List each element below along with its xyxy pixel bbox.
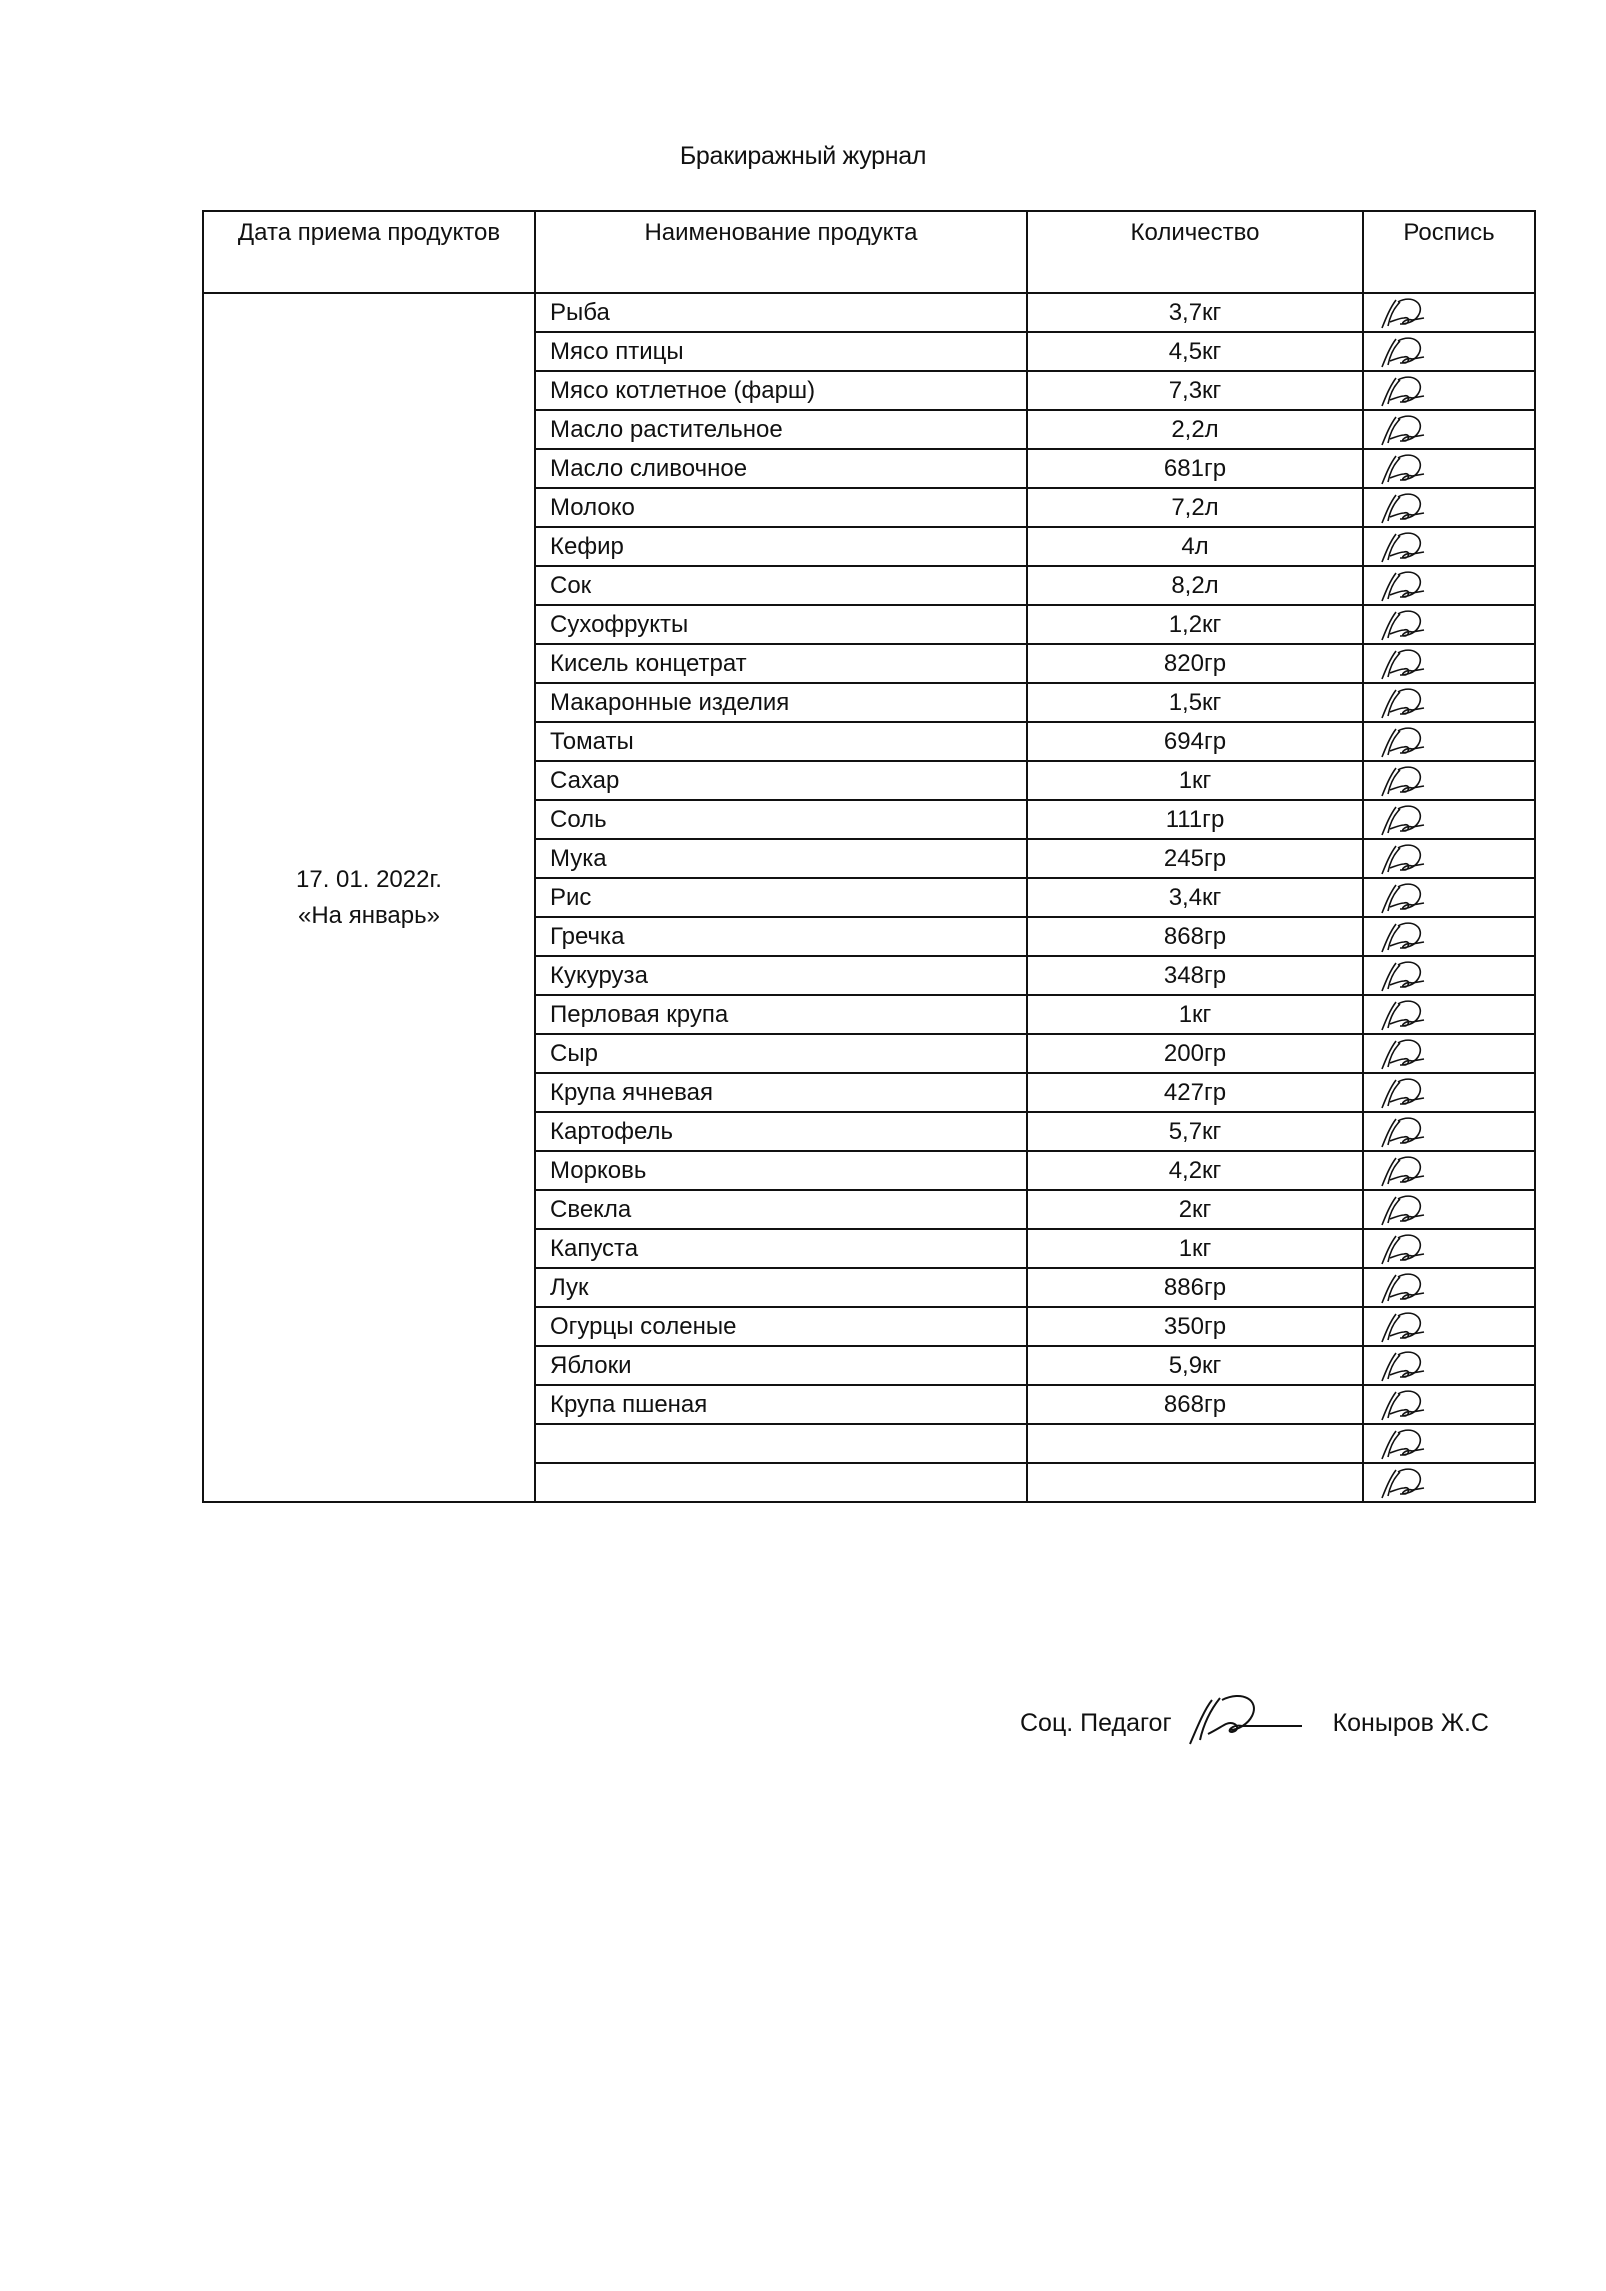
product-quantity: 4,5кг [1027,332,1363,371]
product-quantity: 868гр [1027,1385,1363,1424]
header-quantity: Количество [1027,211,1363,293]
product-name: Перловая крупа [535,995,1027,1034]
product-quantity: 348гр [1027,956,1363,995]
handwritten-signature-icon [1376,452,1534,486]
product-quantity: 2,2л [1027,410,1363,449]
product-name: Морковь [535,1151,1027,1190]
signature-cell [1363,1190,1535,1229]
product-name: Сахар [535,761,1027,800]
signature-cell [1363,1151,1535,1190]
product-quantity: 3,4кг [1027,878,1363,917]
handwritten-signature-icon [1376,569,1534,603]
product-quantity: 4,2кг [1027,1151,1363,1190]
product-quantity: 868гр [1027,917,1363,956]
handwritten-signature-icon [1376,1349,1534,1383]
handwritten-signature-icon [1376,959,1534,993]
product-name: Сок [535,566,1027,605]
document-title: Бракиражный журнал [679,142,927,170]
product-name: Лук [535,1268,1027,1307]
product-quantity: 1кг [1027,995,1363,1034]
product-quantity: 1,5кг [1027,683,1363,722]
product-quantity: 820гр [1027,644,1363,683]
handwritten-signature-icon [1376,998,1534,1032]
handwritten-signature-icon [1376,1076,1534,1110]
product-name: Макаронные изделия [535,683,1027,722]
product-quantity [1027,1424,1363,1463]
signature-cell [1363,722,1535,761]
product-name: Сыр [535,1034,1027,1073]
handwritten-signature-icon [1376,920,1534,954]
handwritten-signature-icon [1376,1427,1534,1461]
product-quantity: 1кг [1027,761,1363,800]
signature-cell [1363,293,1535,332]
product-quantity: 886гр [1027,1268,1363,1307]
signature-cell [1363,644,1535,683]
product-name: Крупа ячневая [535,1073,1027,1112]
header-signature: Роспись [1363,211,1535,293]
product-quantity: 350гр [1027,1307,1363,1346]
handwritten-signature-icon [1376,647,1534,681]
product-name: Капуста [535,1229,1027,1268]
signature-cell [1363,1112,1535,1151]
signature-cell [1363,1385,1535,1424]
product-name: Соль [535,800,1027,839]
signature-cell [1363,1346,1535,1385]
receipt-date-cell [203,293,535,1502]
product-name: Огурцы соленые [535,1307,1027,1346]
product-name: Крупа пшеная [535,1385,1027,1424]
product-quantity: 694гр [1027,722,1363,761]
signature-cell [1363,1073,1535,1112]
handwritten-signature-icon [1376,608,1534,642]
journal-table [202,210,1536,1503]
handwritten-signature-icon [1376,842,1534,876]
product-quantity: 681гр [1027,449,1363,488]
product-name: Мясо птицы [535,332,1027,371]
signature-cell [1363,995,1535,1034]
signer-role: Соц. Педагог [1020,1709,1172,1737]
signature-cell [1363,839,1535,878]
product-name: Яблоки [535,1346,1027,1385]
handwritten-signature-icon [1376,1388,1534,1422]
signature-cell [1363,917,1535,956]
product-quantity: 7,2л [1027,488,1363,527]
header-product: Наименование продукта [535,211,1027,293]
signature-cell [1363,566,1535,605]
signature-cell [1363,956,1535,995]
signature-cell [1363,761,1535,800]
product-name [535,1463,1027,1502]
product-name: Масло сливочное [535,449,1027,488]
product-quantity: 1,2кг [1027,605,1363,644]
product-name: Картофель [535,1112,1027,1151]
handwritten-signature-icon [1376,764,1534,798]
signature-cell [1363,449,1535,488]
handwritten-signature-icon [1376,491,1534,525]
handwritten-signature-icon [1376,1466,1534,1500]
signature-cell [1363,605,1535,644]
product-quantity: 8,2л [1027,566,1363,605]
product-quantity: 200гр [1027,1034,1363,1073]
receipt-date: 17. 01. 2022г. [296,865,442,893]
signature-cell [1363,410,1535,449]
product-name: Молоко [535,488,1027,527]
product-name: Мука [535,839,1027,878]
product-name: Свекла [535,1190,1027,1229]
table-row [203,293,1535,332]
signature-cell [1363,1463,1535,1502]
handwritten-signature-icon [1376,530,1534,564]
signature-cell [1363,800,1535,839]
signature-cell [1363,527,1535,566]
product-name: Томаты [535,722,1027,761]
handwritten-signature-icon [1376,1232,1534,1266]
product-name: Кефир [535,527,1027,566]
product-quantity: 427гр [1027,1073,1363,1112]
product-quantity: 7,3кг [1027,371,1363,410]
handwritten-signature-icon [1376,686,1534,720]
signature-cell [1363,1424,1535,1463]
signature-cell [1363,1034,1535,1073]
product-quantity: 3,7кг [1027,293,1363,332]
product-quantity: 1кг [1027,1229,1363,1268]
product-quantity: 5,7кг [1027,1112,1363,1151]
signature-cell [1363,371,1535,410]
product-quantity: 5,9кг [1027,1346,1363,1385]
handwritten-signature-icon [1376,374,1534,408]
handwritten-signature-icon [1376,1115,1534,1149]
signature-cell [1363,332,1535,371]
signature-cell [1363,1229,1535,1268]
signature-footer [1020,1690,1489,1757]
product-name: Рис [535,878,1027,917]
handwritten-signature-icon [1376,1193,1534,1227]
product-quantity [1027,1463,1363,1502]
signature-cell [1363,1268,1535,1307]
signature-cell [1363,683,1535,722]
signature-cell [1363,878,1535,917]
handwritten-signature-icon [1376,725,1534,759]
product-quantity: 2кг [1027,1190,1363,1229]
handwritten-signature-icon [1376,296,1534,330]
product-name [535,1424,1027,1463]
signature-cell [1363,1307,1535,1346]
product-name: Масло растительное [535,410,1027,449]
table-header-row [203,211,1535,293]
handwritten-signature-icon [1182,1690,1307,1757]
product-name: Гречка [535,917,1027,956]
header-date: Дата приема продуктов [203,211,535,293]
handwritten-signature-icon [1376,803,1534,837]
handwritten-signature-icon [1376,1271,1534,1305]
handwritten-signature-icon [1376,335,1534,369]
signature-cell [1363,488,1535,527]
product-name: Кукуруза [535,956,1027,995]
product-name: Мясо котлетное (фарш) [535,371,1027,410]
product-name: Сухофрукты [535,605,1027,644]
product-quantity: 111гр [1027,800,1363,839]
handwritten-signature-icon [1376,881,1534,915]
table-body [203,293,1535,1502]
product-name: Кисель концетрат [535,644,1027,683]
handwritten-signature-icon [1376,1310,1534,1344]
receipt-period: «На январь» [298,901,440,929]
product-quantity: 245гр [1027,839,1363,878]
handwritten-signature-icon [1376,413,1534,447]
handwritten-signature-icon [1376,1037,1534,1071]
signer-name: Коныров Ж.С [1332,1709,1489,1737]
product-name: Рыба [535,293,1027,332]
handwritten-signature-icon [1376,1154,1534,1188]
product-quantity: 4л [1027,527,1363,566]
